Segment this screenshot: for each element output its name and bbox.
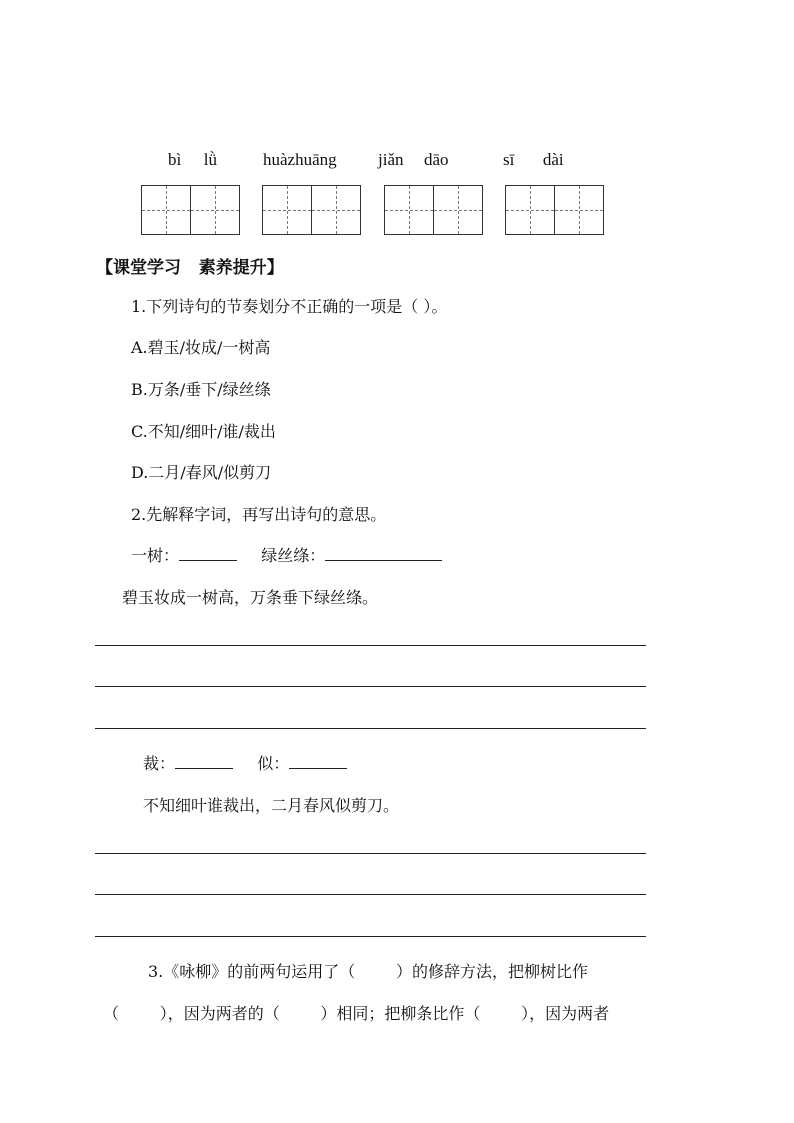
writing-cell[interactable] (311, 185, 361, 235)
answer-line[interactable] (95, 645, 646, 646)
pinyin-group-3 (378, 150, 449, 170)
answer-blank[interactable] (325, 560, 442, 561)
q1-stem: 1.下列诗句的节奏划分不正确的一项是（ ）。 (131, 297, 448, 316)
q2-stem: 2.先解释字词，再写出诗句的意思。 (131, 505, 387, 524)
writing-grid-3 (384, 185, 483, 235)
q3-line-1: 3.《咏柳》的前两句运用了（ ）的修辞方法，把柳树比作 (148, 962, 588, 981)
pinyin-syllable: huà (263, 150, 288, 169)
writing-grid-2 (262, 185, 361, 235)
q1-option-a: A.碧玉/妆成/一树高 (131, 338, 271, 357)
q3-line-2: （ ），因为两者的（ ）相同；把柳条比作（ ），因为两者 (103, 1004, 610, 1023)
writing-grid-1 (141, 185, 240, 235)
q1-option-d: D.二月/春风/似剪刀 (131, 463, 272, 482)
writing-cell[interactable] (554, 185, 604, 235)
answer-blank[interactable] (289, 768, 347, 769)
pinyin-group-2 (263, 150, 337, 170)
q2-word-row-2 (143, 751, 347, 774)
answer-line[interactable] (95, 853, 646, 854)
answer-line[interactable] (95, 894, 646, 895)
q2-word-label: 一树： (131, 546, 180, 565)
pinyin-syllable: bì (168, 150, 182, 169)
q2-word-label: 裁： (143, 754, 176, 773)
pinyin-syllable: jiǎn (378, 150, 404, 169)
answer-blank[interactable] (175, 768, 233, 769)
answer-line[interactable] (95, 936, 646, 937)
q1-option-c: C.不知/细叶/谁/裁出 (131, 422, 276, 441)
writing-cell[interactable] (262, 185, 312, 235)
q2-word-row-1 (131, 543, 442, 566)
writing-cell[interactable] (141, 185, 191, 235)
writing-cell[interactable] (433, 185, 483, 235)
writing-cell[interactable] (384, 185, 434, 235)
pinyin-syllable: sī (503, 150, 515, 169)
writing-cell[interactable] (190, 185, 240, 235)
writing-cell[interactable] (505, 185, 555, 235)
writing-grid-4 (505, 185, 604, 235)
answer-blank[interactable] (179, 560, 237, 561)
q2-poem-line-2: 不知细叶谁裁出，二月春风似剪刀。 (143, 796, 400, 815)
pinyin-syllable: zhuāng (287, 150, 337, 169)
answer-line[interactable] (95, 728, 646, 729)
pinyin-syllable: dài (542, 150, 564, 169)
answer-line[interactable] (95, 686, 646, 687)
section-title: 【课堂学习 素养提升】 (96, 258, 284, 278)
q2-word-label: 似： (257, 754, 290, 773)
q2-word-label: 绿丝绦： (261, 546, 326, 565)
pinyin-syllable: dāo (424, 150, 449, 169)
pinyin-group-4 (503, 150, 564, 170)
q1-option-b: B.万条/垂下/绿丝绦 (131, 380, 271, 399)
pinyin-group-1 (168, 150, 217, 170)
q2-poem-line-1: 碧玉妆成一树高，万条垂下绿丝绦。 (122, 588, 379, 607)
pinyin-syllable: lǜ (203, 150, 217, 169)
